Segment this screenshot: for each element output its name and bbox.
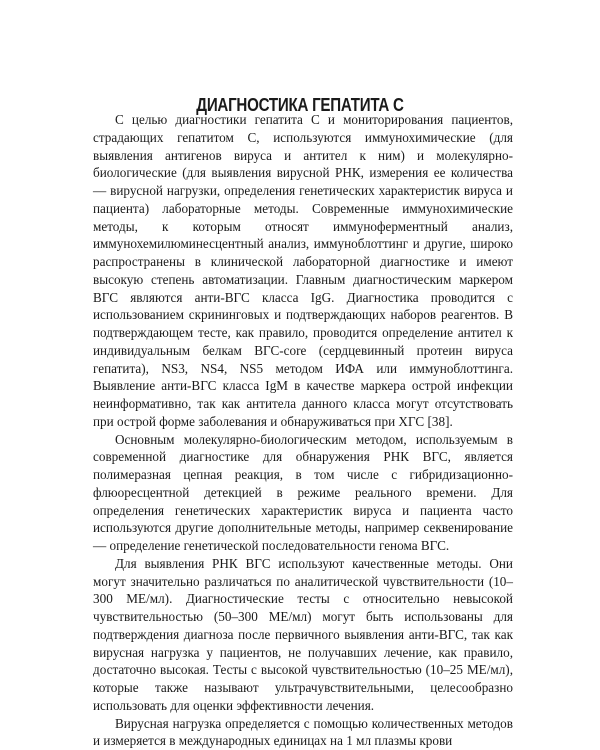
body-text bbox=[93, 111, 513, 750]
paragraph: Основным молекулярно-биологическим методом, используемым в современной диагностике для обнаружения РНК ВГС, является полимеразная цепная реакция, в том числе с гибридизационно-флюоресцентной детекцией в режиме реального времени. Для определения генетических характеристик вируса и пациента часто используются другие дополнительные методы, например секвенирование — определение генетической последовательности генома ВГС. bbox=[93, 431, 513, 553]
paragraph: Вирусная нагрузка определяется с помощью количественных методов и измеряется в международных единицах на 1 мл плазмы крови bbox=[93, 715, 513, 749]
paragraph: Для выявления РНК ВГС используют качественные методы. Они могут значительно различаться по аналитической чувствительности (10–300 МЕ/мл). Диагностические тесты с относительно невысокой чувствительностью (50–300 МЕ/мл) могут быть использованы для подтверждения диагноза после первичного выявления анти-ВГС, так как вирусная нагрузка у пациентов, не получавших лечение, как правило, достаточно высокая. Тесты с высокой чувствительностью (10–25 МЕ/мл), которые также называют ультрачувствительными, целесообразно использовать для оценки эффективности лечения. bbox=[93, 555, 513, 713]
paragraph: С целью диагностики гепатита С и мониторирования пациентов, страдающих гепатитом С, используются иммунохимические (для выявления антигенов вируса и антител к ним) и молекулярно-биологические (для выявления вирусной РНК, измерения ее количества — вирусной нагрузки, определения генетических характеристик вируса и пациента) лабораторные методы. Современные иммунохимические методы, к которым относят иммуноферментный анализ, иммунохемилюминесцентный анализ, иммуноблоттинг и другие, широко распространены в клинической лабораторной диагностике и имеют высокую степень автоматизации. Главным диагностическим маркером ВГС являются анти-ВГС класса IgG. Диагностика проводится с использованием скрининговых и подтверждающих наборов реагентов. В подтверждающем тесте, как правило, проводится определение антител к индивидуальным белкам ВГС-core (сердцевинный протеин вируса гепатита), NS3, NS4, NS5 методом ИФА или иммуноблоттинга. Выявление анти-ВГС класса IgM в качестве маркера острой инфекции неинформативно, так как антитела данного класса могут отсутствовать при острой форме заболевания и обнаруживаться при ХГС [38]. bbox=[93, 112, 513, 429]
page-title: ДИАГНОСТИКА ГЕПАТИТА С bbox=[196, 95, 404, 116]
